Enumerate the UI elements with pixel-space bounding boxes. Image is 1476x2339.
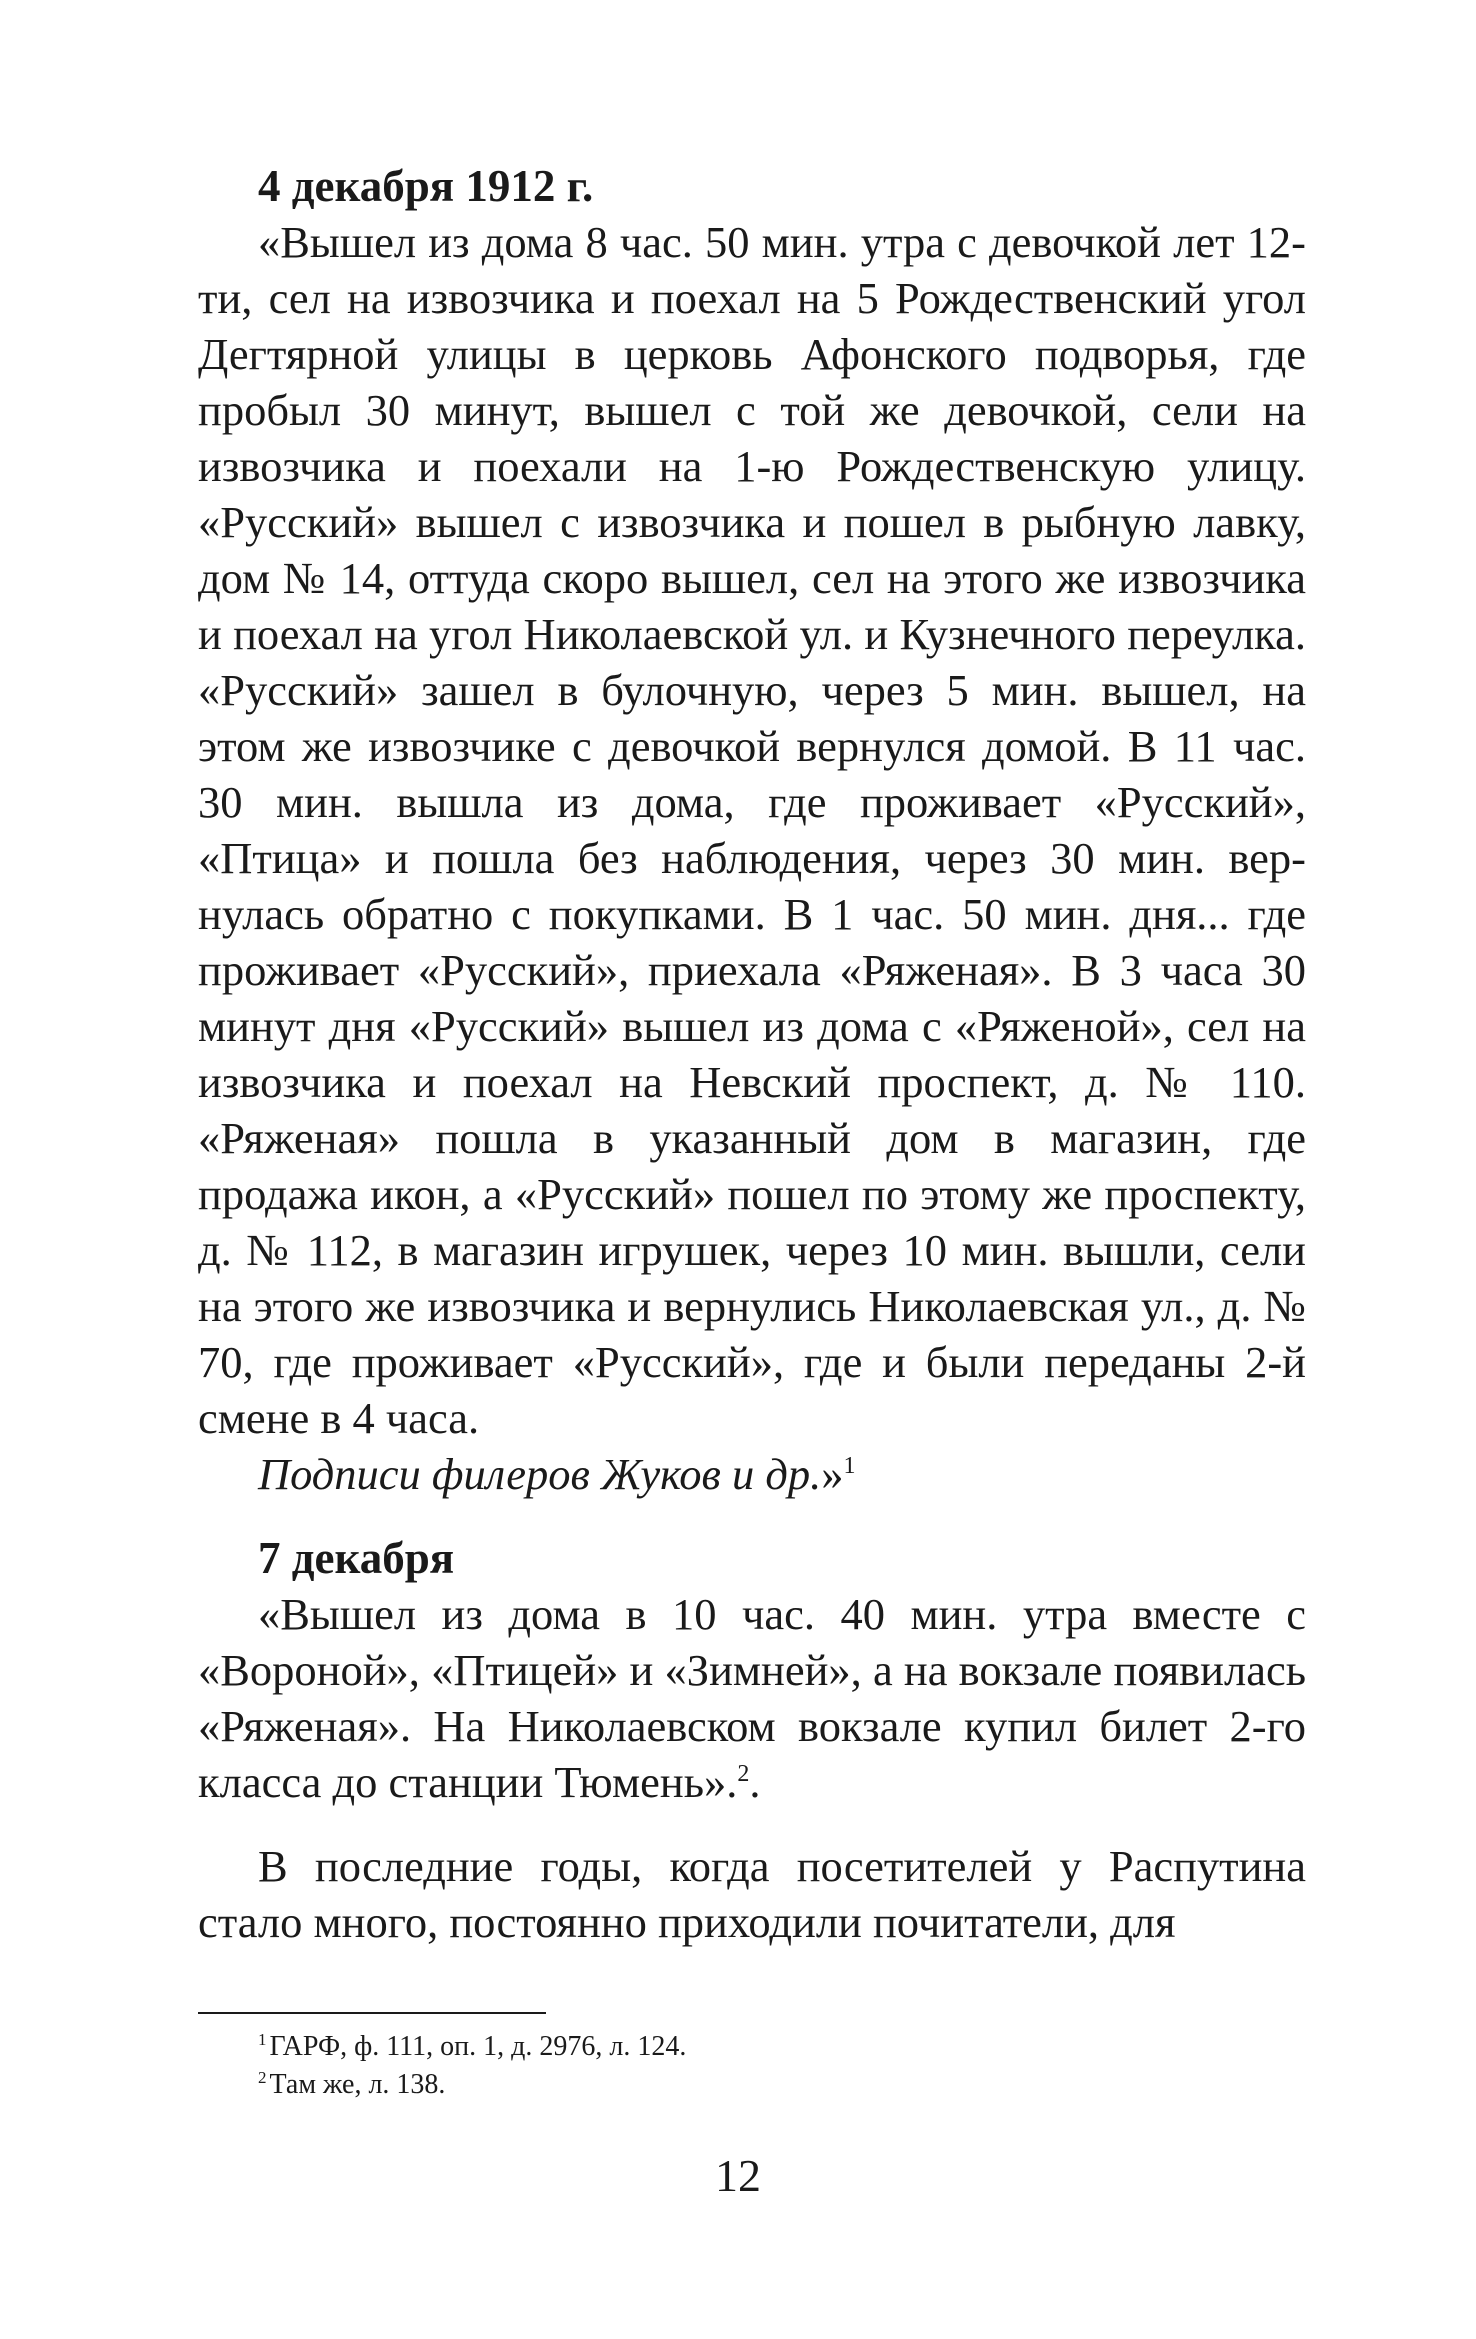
footnote-ref: 1 — [843, 1453, 856, 1480]
footnote-divider — [198, 2012, 546, 2014]
footnote-text: ГАРФ, ф. 111, оп. 1, д. 2976, л. 124. — [269, 2031, 687, 2062]
entry-date-heading: 7 декабря — [258, 1533, 455, 1583]
signature-text: Подписи филеров Жуков и др. — [258, 1449, 822, 1499]
footnotes — [258, 2028, 1258, 2104]
footnote — [258, 2028, 1258, 2066]
closing-quote: » — [821, 1449, 844, 1499]
entry-text — [198, 214, 1306, 1446]
footnote-text: Там же, л. 138. — [269, 2069, 446, 2100]
page-body — [198, 158, 1306, 1950]
diary-entry-dec-4 — [198, 158, 1306, 1502]
closing-paragraph: В последние годы, когда посетителей у Распутина стало много, постоянно приходили почитатели, для — [198, 1841, 1306, 1947]
diary-entry-dec-7 — [198, 1530, 1306, 1810]
footnote-ref: 2 — [737, 1761, 750, 1788]
footnote-mark: 1 — [258, 2029, 267, 2049]
entry-body: «Вышел из дома 8 час. 50 мин. утра с девочкой лет 12-ти, сел на извозчика и поехал на 5 Рождественский угол Дегтярной улицы в церковь Афонского подворья, где пробыл 30 минут, вышел с той же девочкой, сели на извозчика и поехали на 1-ю Рождественскую улицу. «Русский» вышел с извозчика и пошел в рыбную лавку, дом № 14, оттуда скоро вышел, сел на этого же извозчика и поехал на угол Николаевской ул. и Кузнечного переулка. «Русский» зашел в булочную, через 5 мин. вышел, на этом же извозчике с девочкой вернулся домой. В 11 час. 30 мин. вышла из дома, где проживает «Русский», «Птица» и пошла без наблюдения, через 30 мин. вернулась обратно с покупками. В 1 час. 50 мин. дня... где проживает «Русский», приехала «Ряженая». В 3 часа 30 минут дня «Русский» вышел из дома с «Ряженой», сел на извозчика и поехал на Невский проспект, д. № 110. «Ряженая» пошла в указанный дом в магазин, где продажа икон, а «Русский» пошел по этому же проспекту, д. № 112, в магазин игрушек, через 10 мин. вышли, сели на этого же извозчика и вернулись Николаевская ул., д. № 70, где проживает «Русский», где и были переданы 2-й смене в 4 часа. — [198, 217, 1306, 1443]
entry-signature — [198, 1446, 1306, 1502]
footnote — [258, 2066, 1258, 2104]
page-number: 12 — [715, 2150, 761, 2201]
spacer — [198, 1810, 1306, 1838]
entry-text: «Вышел из дома в 10 час. 40 мин. утра вместе с «Вороной», «Птицей» и «Зимней», а на вокзале появилась «Ряженая». На Николаевском вокзале купил билет 2-го класса до станции Тюмень».$^2$. — [198, 1589, 1306, 1807]
entry-date-heading: 4 декабря 1912 г. — [258, 161, 594, 211]
footnote-mark: 2 — [258, 2067, 267, 2087]
spacer — [198, 1502, 1306, 1530]
entry-body: «Вышел из дома в 10 час. 40 мин. утра вместе с «Вороной», «Птицей» и «Зимней», а на вокзале появилась «Ряженая». На Николаевском вокзале купил билет 2-го класса до станции Тюмень». — [198, 1589, 1306, 1807]
